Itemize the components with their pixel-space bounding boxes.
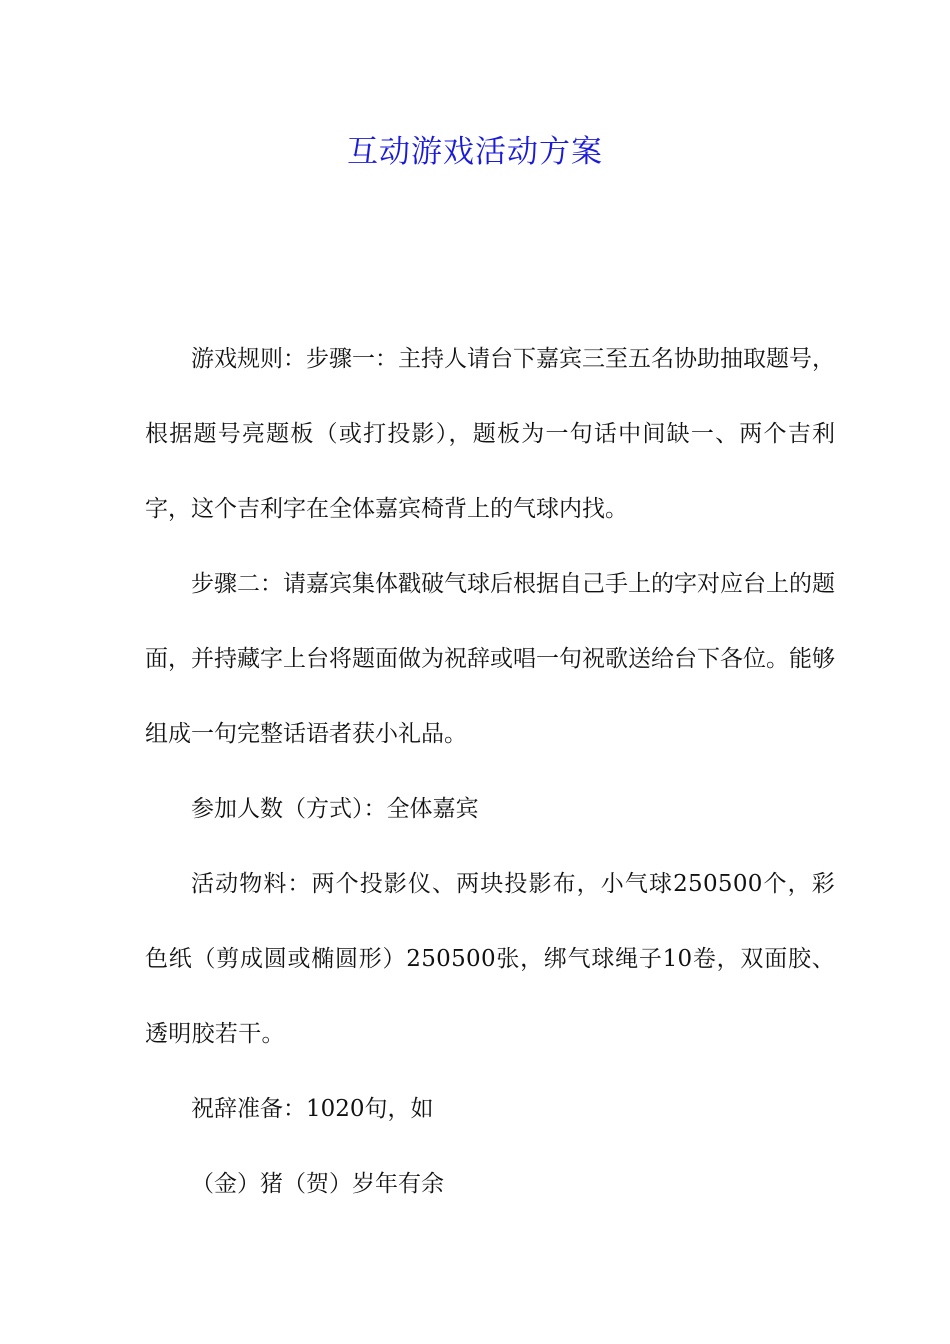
paragraph-game-rules: 游戏规则：步骤一：主持人请台下嘉宾三至五名协助抽取题号，根据题号亮题板（或打投影），题板为一句话中间缺一、两个吉利字，这个吉利字在全体嘉宾椅背上的气球内找。 — [145, 346, 835, 522]
paragraph-blessing-example: （金）猪（贺）岁年有余 — [191, 1171, 444, 1197]
paragraph-blessing-prep: 祝辞准备：1020句，如 — [191, 1096, 434, 1122]
document-title: 互动游戏活动方案 — [347, 134, 603, 170]
paragraph-participants: 参加人数（方式）：全体嘉宾 — [191, 796, 479, 822]
paragraph-materials: 活动物料：两个投影仪、两块投影布，小气球250500个，彩色纸（剪成圆或椭圆形）250500张，绑气球绳子10卷，双面胶、透明胶若干。 — [145, 871, 835, 1047]
document-body — [145, 322, 835, 1222]
paragraph-step-two: 步骤二：请嘉宾集体戳破气球后根据自己手上的字对应台上的题面，并持藏字上台将题面做为祝辞或唱一句祝歌送给台下各位。能够组成一句完整话语者获小礼品。 — [145, 571, 835, 747]
